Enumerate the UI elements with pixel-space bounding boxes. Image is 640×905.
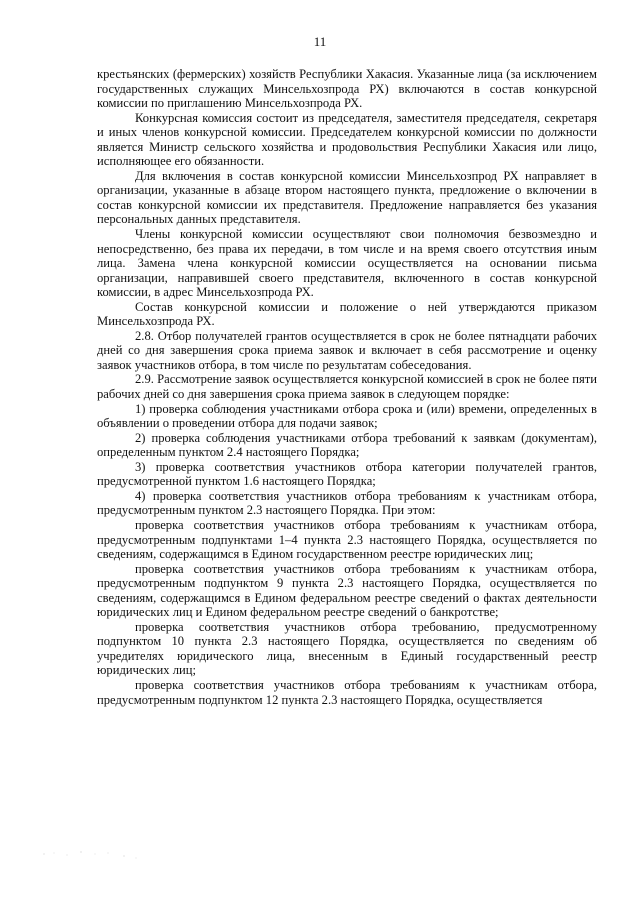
sub-paragraph-3: проверка соответствия участников отбора требованию, предусмотренному подпунктом 10 пункта 2.3 настоящего Порядка, осуществляется по сведениям об учредителях юридического лица, внесенным в Единый государственный реестр юридических лиц; [97,619,597,678]
sub-paragraph-2: проверка соответствия участников отбора требованиям к участникам отбора, предусмотренным подпунктом 9 пункта 2.3 настоящего Порядка, осуществляется по сведениям, содержащимся в Едином федеральном реестре сведений о фактах деятельности юридических лиц и Едином федеральном реестре сведений о банкротстве; [97,561,597,620]
paragraph-1: крестьянских (фермерских) хозяйств Республики Хакасия. Указанные лица (за исключением государственных служащих Минсельхозпрода РХ) включаются в состав конкурсной комиссии по приглашению Минсельхозпрода РХ. [97,67,597,111]
scan-specks [40,846,140,862]
list-item-2: 2) проверка соблюдения участниками отбора требований к заявкам (документам), определенным пунктом 2.4 настоящего Порядка; [97,430,597,460]
list-item-1: 1) проверка соблюдения участниками отбора срока и (или) времени, определенных в объявлении о проведении отбора для подачи заявок; [97,401,597,431]
paragraph-7: 2.9. Рассмотрение заявок осуществляется конкурсной комиссией в срок не более пяти рабочих дней со дня завершения срока приема заявок в следующем порядке: [97,372,597,402]
paragraph-6: 2.8. Отбор получателей грантов осуществляется в срок не более пятнадцати рабочих дней со дня завершения срока приема заявок и включает в себя рассмотрение и оценку заявок участников отбора, в том числе по результатам собеседования. [97,328,597,372]
sub-paragraph-1: проверка соответствия участников отбора требованиям к участникам отбора, предусмотренным подпунктами 1–4 пункта 2.3 настоящего Порядка, осуществляется по сведениям, содержащимся в Едином государственном реестре юридических лиц; [97,517,597,562]
list-item-4: 4) проверка соответствия участников отбора требованиям к участникам отбора, предусмотренным пунктом 2.3 настоящего Порядка. При этом: [97,488,597,518]
page-number: 11 [313,34,327,49]
paragraph-3: Для включения в состав конкурсной комиссии Минсельхозпрод РХ направляет в организации, указанные в абзаце втором настоящего пункта, предложение о включении в состав конкурсной комиссии их представителя. Предложение направляется без указания персональных данных представителя. [97,168,597,227]
document-body [97,67,597,707]
paragraph-4: Члены конкурсной комиссии осуществляют свои полномочия безвозмездно и непосредственно, без права их передачи, в том числе и на время своего отсутствия иным лица. Замена члена конкурсной комиссии осуществляется на основании письма организации, направившей своего представителя, включенного в состав конкурсной комиссии, в адрес Минсельхозпрода РХ. [97,227,597,300]
paragraph-5: Состав конкурсной комиссии и положение о ней утверждаются приказом Минсельхозпрода РХ. [97,299,597,329]
paragraph-2: Конкурсная комиссия состоит из председателя, заместителя председателя, секретаря и иных членов конкурсной комиссии. Председателем конкурсной комиссии по должности является Министр сельского хозяйства и продовольствия Республики Хакасия или лицо, исполняющее его обязанности. [97,110,597,169]
sub-paragraph-4: проверка соответствия участников отбора требованиям к участникам отбора, предусмотренным подпунктом 12 пункта 2.3 настоящего Порядка, осуществляется [97,677,597,707]
list-item-3: 3) проверка соответствия участников отбора категории получателей грантов, предусмотренной пунктом 1.6 настоящего Порядка; [97,459,597,489]
